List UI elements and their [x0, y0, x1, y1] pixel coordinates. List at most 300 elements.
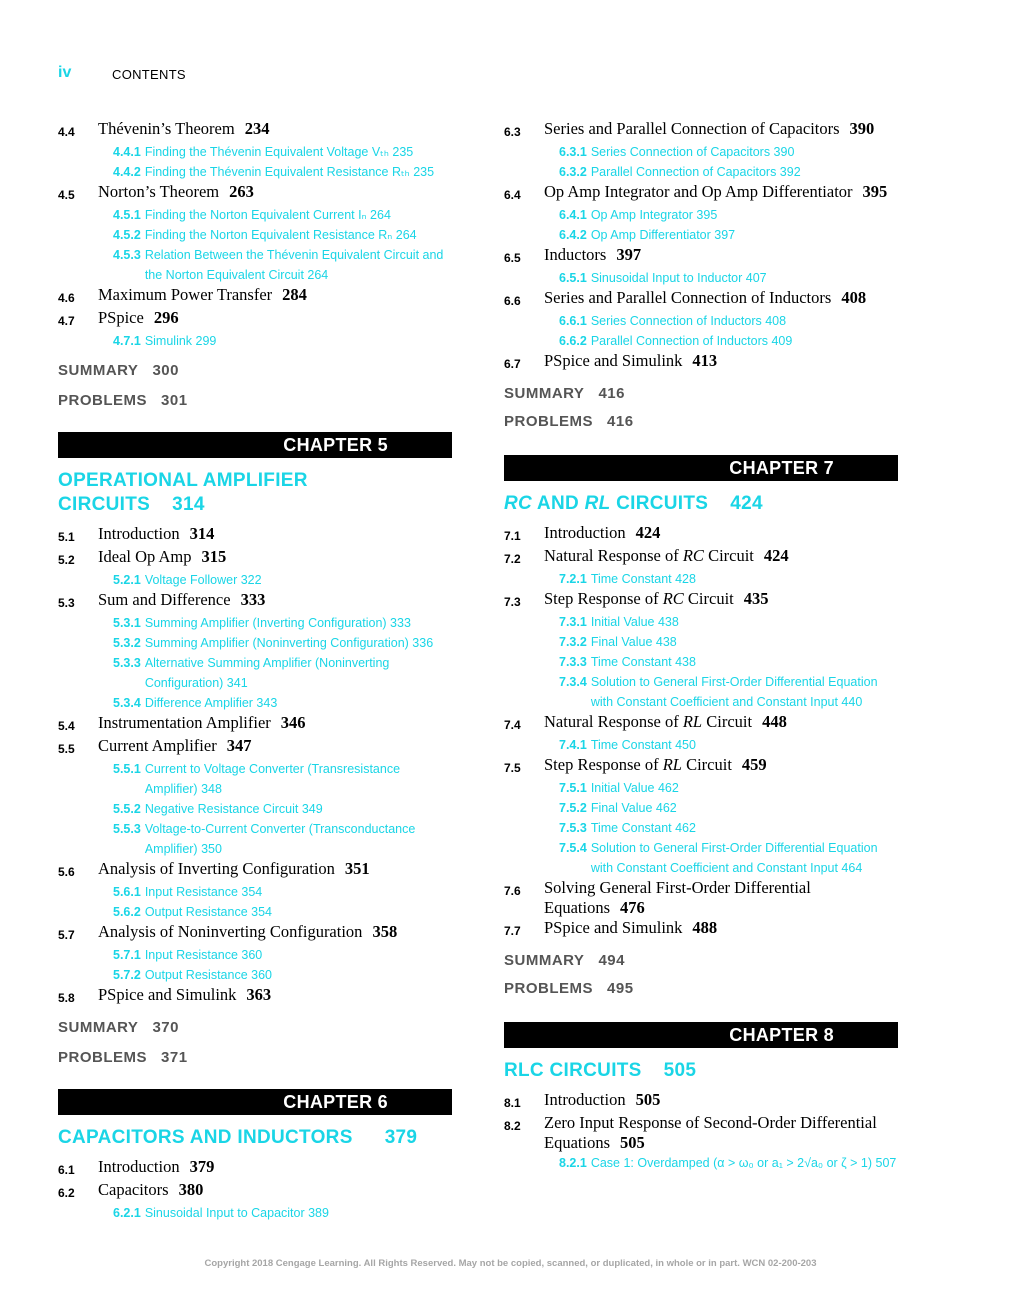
- summary-line[interactable]: [58, 361, 452, 381]
- subsection-title: Finding the Norton Equivalent Current Iₙ 264: [144, 208, 391, 222]
- subsection-title: Sinusoidal Input to Inductor 407: [590, 271, 767, 285]
- section-title: [544, 119, 898, 139]
- toc-section-7-3[interactable]: [504, 589, 898, 612]
- section-title: [98, 1180, 452, 1200]
- section-number: 7.5: [504, 761, 521, 775]
- subsection-title: Summing Amplifier (Noninverting Configuration) 336: [144, 636, 434, 650]
- section-title-text: Step Response of RC Circuit: [544, 589, 734, 608]
- subsection-title: Solution to General First-Order Differential Equation with Constant Coefficient and Constant Input 440: [590, 675, 878, 709]
- toc-section-8-2[interactable]: [504, 1113, 898, 1153]
- toc-list-ch6: [504, 119, 898, 374]
- toc-subsection-5-3-3[interactable]: [58, 653, 452, 693]
- copyright-footer: Copyright 2018 Cengage Learning. All Rights Reserved. May not be copied, scanned, or duplicated, in whole or in part. WCN 02-200-203: [204, 1258, 817, 1269]
- section-title-text: Introduction: [544, 523, 626, 542]
- toc-subsection-5-3-4[interactable]: [58, 693, 452, 713]
- chapter-title-page: 379: [384, 1127, 418, 1148]
- subsection-number: 7.3.1: [559, 615, 587, 629]
- section-title: [98, 590, 452, 610]
- toc-section-6-2[interactable]: [58, 1180, 452, 1203]
- subsection-number: 5.7.1: [113, 948, 141, 962]
- section-title: [544, 712, 898, 732]
- chapter-title-page: 314: [172, 494, 205, 515]
- section-title-text: PSpice and Simulink: [98, 985, 237, 1004]
- toc-subsection-6-2-1[interactable]: [58, 1203, 452, 1223]
- toc-subsection-6-6-2[interactable]: [504, 331, 898, 351]
- subsection-title: Finding the Norton Equivalent Resistance Rₙ 264: [144, 228, 417, 242]
- toc-subsection-5-6-1[interactable]: [58, 882, 452, 902]
- section-page: 363: [246, 985, 272, 1004]
- subsection-number: 4.5.2: [113, 228, 141, 242]
- toc-list-ch7: [504, 523, 898, 941]
- toc-section-5-8[interactable]: [58, 985, 452, 1008]
- subsection-title: Time Constant 462: [590, 821, 696, 835]
- toc-subsection-4-7-1[interactable]: [58, 331, 452, 351]
- toc-section-5-2[interactable]: [58, 547, 452, 570]
- toc-subsection-6-4-1[interactable]: [504, 205, 898, 225]
- subsection-number: 5.5.3: [113, 822, 141, 836]
- section-number: 5.5: [58, 742, 75, 756]
- summary-page: 494: [598, 952, 625, 969]
- chapter-8-bar: CHAPTER 8: [504, 1022, 898, 1048]
- toc-section-5-6[interactable]: [58, 859, 452, 882]
- subsection-number: 5.3.3: [113, 656, 141, 670]
- section-number: 7.7: [504, 924, 521, 938]
- problems-page: 495: [607, 980, 634, 997]
- section-number: 5.3: [58, 596, 75, 610]
- toc-list-ch5: [58, 524, 452, 1008]
- subsection-title: Voltage-to-Current Converter (Transconductance Amplifier) 350: [144, 822, 416, 856]
- section-number: 5.8: [58, 991, 75, 1005]
- toc-section-6-7[interactable]: [504, 351, 898, 374]
- section-title-text: Series and Parallel Connection of Inductors: [544, 288, 832, 307]
- section-title: [544, 755, 898, 775]
- toc-list-ch8: [504, 1090, 898, 1173]
- subsection-title: Series Connection of Capacitors 390: [590, 145, 795, 159]
- section-title-text: Current Amplifier: [98, 736, 217, 755]
- subsection-number: 7.5.1: [559, 781, 587, 795]
- subsection-number: 7.2.1: [559, 572, 587, 586]
- toc-section-4-7[interactable]: [58, 308, 452, 331]
- section-title-text: Zero Input Response of Second-Order Differential Equations: [544, 1113, 877, 1152]
- toc-subsection-7-3-1[interactable]: [504, 612, 898, 632]
- toc-subsection-7-2-1[interactable]: [504, 569, 898, 589]
- subsection-number: 6.3.1: [559, 145, 587, 159]
- chapter-title-text: CAPACITORS AND INDUCTORS: [58, 1127, 353, 1148]
- summary-label: SUMMARY: [58, 1019, 139, 1036]
- toc-list-ch4: [58, 119, 452, 351]
- toc-section-8-1[interactable]: [504, 1090, 898, 1113]
- section-number: 6.2: [58, 1186, 75, 1200]
- subsection-title: Simulink 299: [144, 334, 217, 348]
- toc-subsection-5-7-2[interactable]: [58, 965, 452, 985]
- toc-section-5-3[interactable]: [58, 590, 452, 613]
- toc-list-ch6-start: [58, 1157, 452, 1223]
- subsection-title: Output Resistance 360: [144, 968, 272, 982]
- problems-line[interactable]: [504, 979, 898, 999]
- subsection-title: Case 1: Overdamped (α > ω₀ or a₁ > 2√a₀ or ζ > 1) 507: [590, 1156, 897, 1170]
- section-title: [544, 878, 898, 918]
- problems-line[interactable]: [58, 1048, 452, 1068]
- summary-page: 300: [152, 362, 179, 379]
- section-number: 6.4: [504, 188, 521, 202]
- toc-subsection-5-5-3[interactable]: [58, 819, 452, 859]
- subsection-number: 7.5.2: [559, 801, 587, 815]
- toc-subsection-7-5-4[interactable]: [504, 838, 898, 878]
- running-title: CONTENTS: [112, 67, 186, 82]
- toc-section-6-4[interactable]: [504, 182, 898, 205]
- section-number: 6.6: [504, 294, 521, 308]
- section-number: 4.5: [58, 188, 75, 202]
- section-title-text: Series and Parallel Connection of Capacitors: [544, 119, 840, 138]
- subsection-title: Current to Voltage Converter (Transresistance Amplifier) 348: [144, 762, 401, 796]
- subsection-title: Input Resistance 354: [144, 885, 263, 899]
- subsection-title: Solution to General First-Order Differential Equation with Constant Coefficient and Constant Input 464: [590, 841, 878, 875]
- subsection-title: Time Constant 428: [590, 572, 696, 586]
- section-title: [544, 523, 898, 543]
- section-title: [544, 1113, 898, 1153]
- section-title-text: Thévenin’s Theorem: [98, 119, 235, 138]
- subsection-number: 6.3.2: [559, 165, 587, 179]
- summary-line[interactable]: [504, 384, 898, 404]
- section-number: 8.1: [504, 1096, 521, 1110]
- subsection-number: 4.7.1: [113, 334, 141, 348]
- section-title: [544, 546, 898, 566]
- summary-line[interactable]: [504, 951, 898, 971]
- toc-section-7-2[interactable]: [504, 546, 898, 569]
- section-title-text: Introduction: [544, 1090, 626, 1109]
- right-column: [504, 119, 898, 1173]
- section-title: [98, 285, 452, 305]
- subsection-number: 7.3.2: [559, 635, 587, 649]
- section-title-text: Norton’s Theorem: [98, 182, 220, 201]
- summary-page: 370: [152, 1019, 179, 1036]
- section-page: 476: [620, 898, 645, 917]
- section-title: [98, 308, 452, 328]
- subsection-number: 7.3.3: [559, 655, 587, 669]
- section-title: [98, 524, 452, 544]
- section-title-text: PSpice and Simulink: [544, 351, 683, 370]
- section-number: 5.6: [58, 865, 75, 879]
- section-title: [98, 1157, 452, 1177]
- subsection-title: Input Resistance 360: [144, 948, 263, 962]
- toc-subsection-5-2-1[interactable]: [58, 570, 452, 590]
- subsection-number: 7.5.3: [559, 821, 587, 835]
- chapter-title-text: RLC CIRCUITS: [504, 1060, 642, 1081]
- subsection-title: Voltage Follower 322: [144, 573, 262, 587]
- section-number: 4.4: [58, 125, 75, 139]
- section-number: 7.3: [504, 595, 521, 609]
- section-title: [544, 918, 898, 938]
- section-number: 8.2: [504, 1119, 521, 1133]
- chapter-title-text: RC AND RL CIRCUITS: [504, 493, 709, 514]
- section-page: 505: [620, 1133, 645, 1152]
- subsection-number: 7.5.4: [559, 841, 587, 855]
- toc-subsection-4-5-3[interactable]: [58, 245, 452, 285]
- toc-subsection-7-5-2[interactable]: [504, 798, 898, 818]
- section-number: 5.1: [58, 530, 75, 544]
- subsection-number: 5.2.1: [113, 573, 141, 587]
- toc-subsection-8-2-1[interactable]: [504, 1153, 898, 1173]
- toc-subsection-5-3-2[interactable]: [58, 633, 452, 653]
- section-page: 351: [344, 859, 370, 878]
- subsection-title: Summing Amplifier (Inverting Configuration) 333: [144, 616, 411, 630]
- chapter-8-title[interactable]: [504, 1059, 898, 1083]
- toc-subsection-4-5-2[interactable]: [58, 225, 452, 245]
- toc-subsection-4-4-1[interactable]: [58, 142, 452, 162]
- problems-page: 371: [161, 1049, 188, 1066]
- summary-label: SUMMARY: [58, 362, 139, 379]
- chapter-5-bar: CHAPTER 5: [58, 432, 452, 458]
- subsection-number: 5.3.2: [113, 636, 141, 650]
- toc-subsection-7-3-3[interactable]: [504, 652, 898, 672]
- subsection-number: 4.5.3: [113, 248, 141, 262]
- section-page: 395: [862, 182, 888, 201]
- subsection-number: 7.4.1: [559, 738, 587, 752]
- section-number: 5.2: [58, 553, 75, 567]
- toc-subsection-5-5-2[interactable]: [58, 799, 452, 819]
- problems-page: 301: [161, 392, 188, 409]
- subsection-title: Time Constant 450: [590, 738, 696, 752]
- toc-section-7-7[interactable]: [504, 918, 898, 941]
- chapter-6-bar: CHAPTER 6: [58, 1089, 452, 1115]
- section-title-text: Maximum Power Transfer: [98, 285, 273, 304]
- toc-section-4-6[interactable]: [58, 285, 452, 308]
- subsection-title: Initial Value 462: [590, 781, 679, 795]
- section-title-text: Analysis of Noninverting Configuration: [98, 922, 363, 941]
- section-number: 7.1: [504, 529, 521, 543]
- section-page: 435: [743, 589, 769, 608]
- toc-subsection-5-6-2[interactable]: [58, 902, 452, 922]
- left-column: [58, 119, 452, 1223]
- section-title-text: Capacitors: [98, 1180, 169, 1199]
- toc-section-5-4[interactable]: [58, 713, 452, 736]
- page-number: iv: [58, 64, 72, 81]
- subsection-title: Parallel Connection of Capacitors 392: [590, 165, 801, 179]
- toc-subsection-4-5-1[interactable]: [58, 205, 452, 225]
- section-title-text: Introduction: [98, 524, 180, 543]
- toc-section-7-6[interactable]: [504, 878, 898, 918]
- section-title-text: Inductors: [544, 245, 607, 264]
- subsection-title: Negative Resistance Circuit 349: [144, 802, 323, 816]
- toc-section-5-1[interactable]: [58, 524, 452, 547]
- toc-section-7-4[interactable]: [504, 712, 898, 735]
- toc-section-6-5[interactable]: [504, 245, 898, 268]
- subsection-number: 5.5.2: [113, 802, 141, 816]
- section-page: 505: [635, 1090, 661, 1109]
- section-page: 390: [849, 119, 875, 138]
- section-page: 315: [201, 547, 227, 566]
- toc-subsection-5-7-1[interactable]: [58, 945, 452, 965]
- toc-subsection-6-3-2[interactable]: [504, 162, 898, 182]
- toc-section-7-1[interactable]: [504, 523, 898, 546]
- section-number: 6.5: [504, 251, 521, 265]
- chapter-title-page: 505: [663, 1060, 697, 1081]
- section-number: 4.7: [58, 314, 75, 328]
- section-number: 5.7: [58, 928, 75, 942]
- section-page: 413: [692, 351, 718, 370]
- subsection-title: Finding the Thévenin Equivalent Voltage Vₜₕ 235: [144, 145, 414, 159]
- problems-page: 416: [607, 413, 634, 430]
- section-number: 6.7: [504, 357, 521, 371]
- section-page: 397: [616, 245, 642, 264]
- section-page: 424: [763, 546, 789, 565]
- toc-subsection-7-3-4[interactable]: [504, 672, 898, 712]
- toc-subsection-7-3-2[interactable]: [504, 632, 898, 652]
- toc-subsection-7-5-3[interactable]: [504, 818, 898, 838]
- subsection-number: 6.6.1: [559, 314, 587, 328]
- subsection-title: Final Value 462: [590, 801, 677, 815]
- section-number: 7.4: [504, 718, 521, 732]
- section-title: [544, 288, 898, 308]
- section-page: 347: [226, 736, 252, 755]
- subsection-number: 5.3.4: [113, 696, 141, 710]
- section-title: [98, 713, 452, 733]
- subsection-number: 4.5.1: [113, 208, 141, 222]
- toc-section-4-5[interactable]: [58, 182, 452, 205]
- problems-label: PROBLEMS: [504, 980, 594, 997]
- subsection-number: 6.4.1: [559, 208, 587, 222]
- section-page: 379: [189, 1157, 215, 1176]
- subsection-title: Finding the Thévenin Equivalent Resistance Rₜₕ 235: [144, 165, 435, 179]
- section-title: [544, 589, 898, 609]
- section-title-text: Ideal Op Amp: [98, 547, 192, 566]
- section-page: 459: [741, 755, 767, 774]
- subsection-title: Series Connection of Inductors 408: [590, 314, 787, 328]
- section-page: 488: [692, 918, 718, 937]
- section-page: 284: [282, 285, 307, 304]
- section-title-text: Solving General First-Order Differential Equations: [544, 878, 811, 917]
- section-title: [98, 985, 452, 1005]
- section-number: 6.3: [504, 125, 521, 139]
- section-page: 296: [153, 308, 179, 327]
- section-title-text: Natural Response of RC Circuit: [544, 546, 754, 565]
- toc-subsection-6-5-1[interactable]: [504, 268, 898, 288]
- section-title: [98, 922, 452, 942]
- subsection-number: 5.6.1: [113, 885, 141, 899]
- subsection-number: 5.6.2: [113, 905, 141, 919]
- problems-line[interactable]: [504, 412, 898, 432]
- section-title-text: Instrumentation Amplifier: [98, 713, 271, 732]
- summary-page: 416: [598, 385, 625, 402]
- section-page: 358: [372, 922, 398, 941]
- section-number: 4.6: [58, 291, 75, 305]
- section-title-text: Op Amp Integrator and Op Amp Differentiator: [544, 182, 853, 201]
- toc-subsection-6-3-1[interactable]: [504, 142, 898, 162]
- section-title: [98, 736, 452, 756]
- subsection-number: 6.2.1: [113, 1206, 141, 1220]
- subsection-number: 4.4.2: [113, 165, 141, 179]
- section-number: 7.6: [504, 884, 521, 898]
- section-title: [544, 351, 898, 371]
- toc-subsection-6-6-1[interactable]: [504, 311, 898, 331]
- section-title-text: Step Response of RL Circuit: [544, 755, 732, 774]
- toc-subsection-7-5-1[interactable]: [504, 778, 898, 798]
- subsection-title: Initial Value 438: [590, 615, 679, 629]
- toc-subsection-5-3-1[interactable]: [58, 613, 452, 633]
- subsection-title: Time Constant 438: [590, 655, 696, 669]
- subsection-title: Sinusoidal Input to Capacitor 389: [144, 1206, 329, 1220]
- subsection-title: Op Amp Integrator 395: [590, 208, 718, 222]
- subsection-number: 4.4.1: [113, 145, 141, 159]
- toc-section-6-3[interactable]: [504, 119, 898, 142]
- section-title-text: Sum and Difference: [98, 590, 231, 609]
- subsection-number: 7.3.4: [559, 675, 587, 689]
- subsection-title: Output Resistance 354: [144, 905, 272, 919]
- subsection-number: 5.3.1: [113, 616, 141, 630]
- subsection-number: 5.7.2: [113, 968, 141, 982]
- subsection-number: 6.5.1: [559, 271, 587, 285]
- section-title: [98, 859, 452, 879]
- section-page: 263: [229, 182, 254, 201]
- problems-label: PROBLEMS: [504, 413, 594, 430]
- toc-section-4-4[interactable]: [58, 119, 452, 142]
- problems-line[interactable]: [58, 391, 452, 411]
- section-page: 408: [841, 288, 867, 307]
- subsection-number: 6.6.2: [559, 334, 587, 348]
- toc-subsection-5-5-1[interactable]: [58, 759, 452, 799]
- section-title-text: PSpice: [98, 308, 144, 327]
- chapter-title-page: 424: [730, 493, 763, 514]
- subsection-title: Parallel Connection of Inductors 409: [590, 334, 793, 348]
- subsection-title: Op Amp Differentiator 397: [590, 228, 736, 242]
- section-title: [544, 245, 898, 265]
- toc-section-7-5[interactable]: [504, 755, 898, 778]
- section-title-text: Natural Response of RL Circuit: [544, 712, 753, 731]
- subsection-title: Relation Between the Thévenin Equivalent Circuit and the Norton Equivalent Circuit 264: [144, 248, 444, 282]
- section-page: 380: [178, 1180, 204, 1199]
- toc-subsection-6-4-2[interactable]: [504, 225, 898, 245]
- section-page: 424: [635, 523, 661, 542]
- section-title: [544, 182, 898, 202]
- problems-label: PROBLEMS: [58, 392, 148, 409]
- chapter-5-title[interactable]: [58, 469, 452, 517]
- chapter-6-title[interactable]: [58, 1126, 452, 1150]
- section-title: [98, 547, 452, 567]
- toc-section-6-1[interactable]: [58, 1157, 452, 1180]
- section-page: 346: [280, 713, 306, 732]
- section-title-text: Analysis of Inverting Configuration: [98, 859, 335, 878]
- section-page: 333: [240, 590, 266, 609]
- section-page: 314: [189, 524, 215, 543]
- chapter-7-bar: CHAPTER 7: [504, 455, 898, 481]
- toc-section-5-7[interactable]: [58, 922, 452, 945]
- toc-subsection-4-4-2[interactable]: [58, 162, 452, 182]
- chapter-7-title[interactable]: [504, 492, 898, 516]
- subsection-title: Final Value 438: [590, 635, 677, 649]
- section-title: [98, 119, 452, 139]
- summary-line[interactable]: [58, 1018, 452, 1038]
- section-title-text: PSpice and Simulink: [544, 918, 683, 937]
- subsection-number: 6.4.2: [559, 228, 587, 242]
- section-number: 7.2: [504, 552, 521, 566]
- section-number: 6.1: [58, 1163, 75, 1177]
- summary-label: SUMMARY: [504, 385, 585, 402]
- summary-label: SUMMARY: [504, 952, 585, 969]
- section-title: [544, 1090, 898, 1110]
- subsection-title: Alternative Summing Amplifier (Noninverting Configuration) 341: [144, 656, 390, 690]
- toc-section-5-5[interactable]: [58, 736, 452, 759]
- section-page: 448: [762, 712, 787, 731]
- subsection-number: 5.5.1: [113, 762, 141, 776]
- section-page: 234: [244, 119, 270, 138]
- toc-subsection-7-4-1[interactable]: [504, 735, 898, 755]
- toc-section-6-6[interactable]: [504, 288, 898, 311]
- section-title: [98, 182, 452, 202]
- subsection-title: Difference Amplifier 343: [144, 696, 278, 710]
- chapter-title-text: OPERATIONAL AMPLIFIER CIRCUITS: [58, 470, 308, 515]
- section-title-text: Introduction: [98, 1157, 180, 1176]
- subsection-number: 8.2.1: [559, 1156, 587, 1170]
